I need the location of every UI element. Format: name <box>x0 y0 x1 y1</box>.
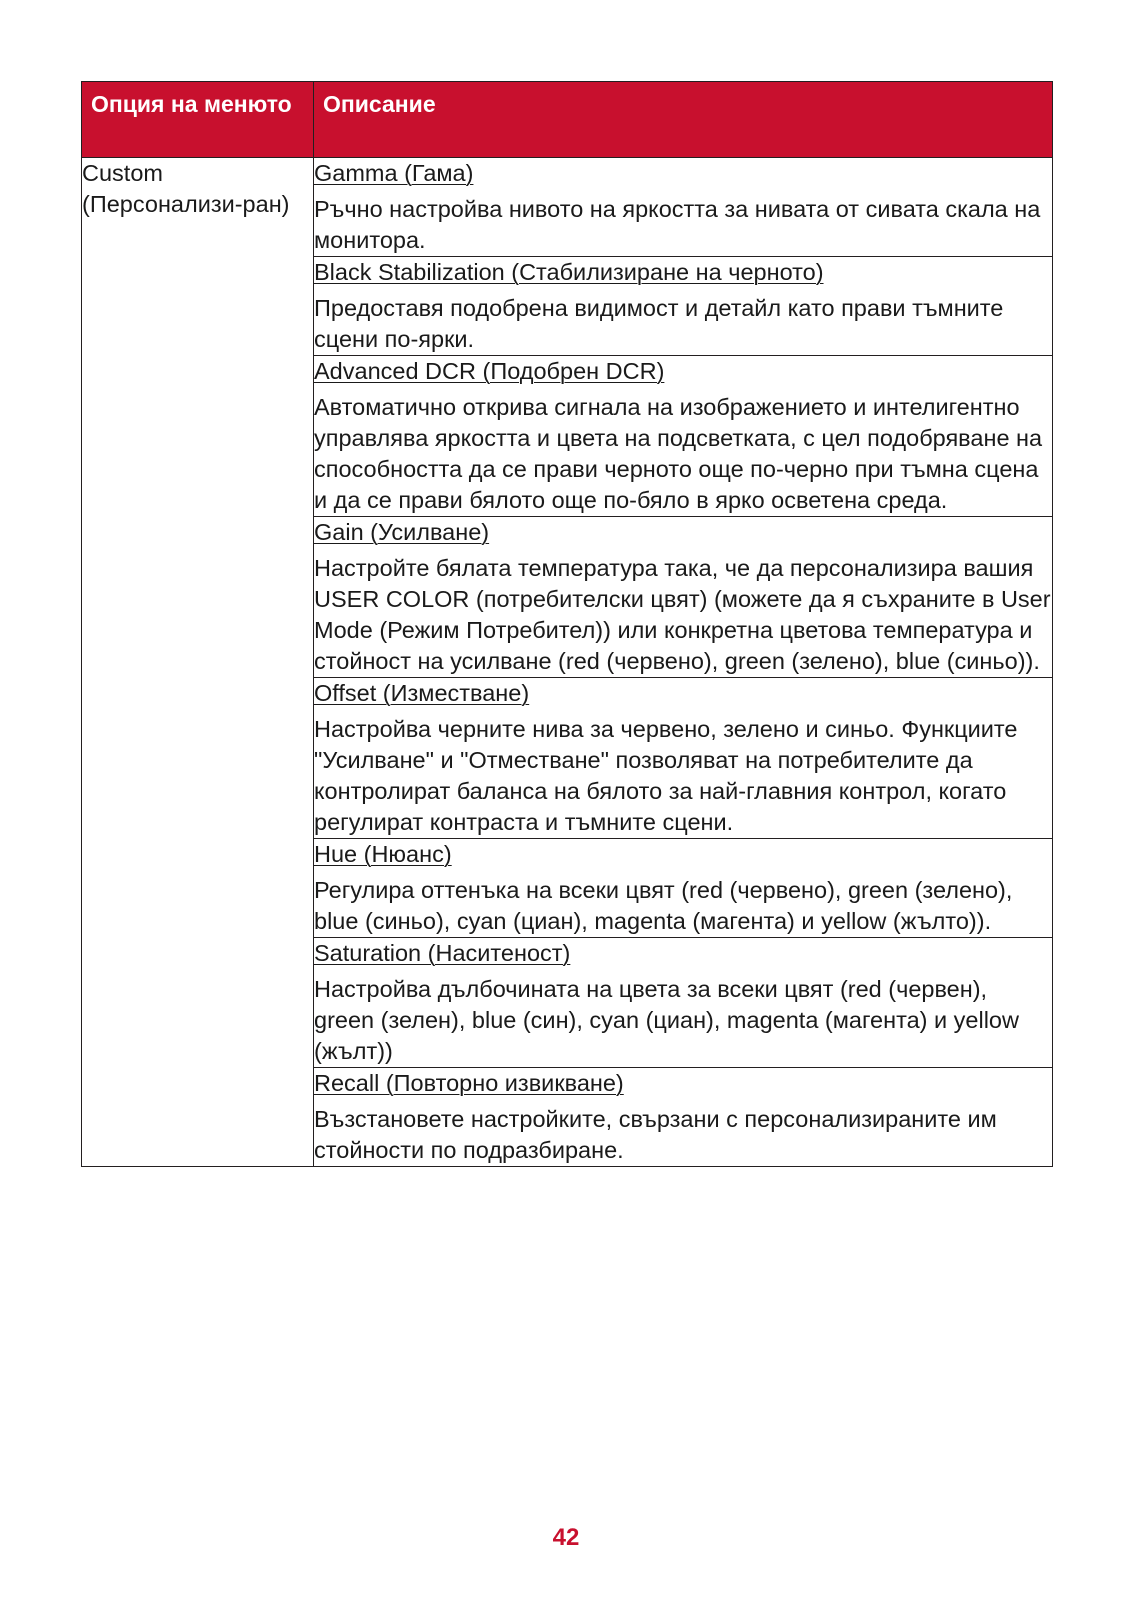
item-text-saturation: Настройва дълбочината на цвета за всеки цвят (red (червен), green (зелен), blue (син), cyan (циан), magenta (магента) и yellow (жълт)) <box>314 976 1019 1064</box>
item-text-advanced-dcr: Автоматично открива сигнала на изображението и интелигентно управлява яркостта и цвета на подсветката, с цел подобряване на способността да се прави черното още по-черно при тъмна сцена и да се прави бялото още по-бяло в ярко осветена среда. <box>314 394 1043 513</box>
description-cell-hue <box>314 839 1053 938</box>
page-number: 42 <box>552 1524 580 1551</box>
item-text-black-stabilization: Предоставя подобрена видимост и детайл като прави тъмните сцени по-ярки. <box>314 295 1004 352</box>
description-cell-gain <box>314 517 1053 678</box>
description-cell-saturation <box>314 938 1053 1068</box>
description-cell-recall <box>314 1068 1053 1167</box>
description-cell-black-stabilization <box>314 257 1053 356</box>
item-title-gamma: Gamma (Гама) <box>314 160 474 186</box>
option-cell-custom: Custom (Персонализи-ран) <box>82 158 314 1167</box>
item-text-recall: Възстановете настройките, свързани с персонализираните им стойности по подразбиране. <box>314 1106 997 1163</box>
description-cell-gamma <box>314 158 1053 257</box>
description-cell-offset <box>314 678 1053 839</box>
table-header-row <box>82 82 1053 158</box>
option-column-header: Опция на менюто <box>82 82 314 158</box>
item-text-gamma: Ръчно настройва нивото на яркостта за нивата от сивата скала на монитора. <box>314 196 1041 253</box>
item-title-offset: Offset (Изместване) <box>314 680 530 706</box>
item-title-gain: Gain (Усилване) <box>314 519 490 545</box>
item-title-recall: Recall (Повторно извикване) <box>314 1070 624 1096</box>
item-text-hue: Регулира оттенъка на всеки цвят (red (червено), green (зелено), blue (синьо), cyan (циан), magenta (магента) и yellow (жълто)). <box>314 877 1013 934</box>
item-text-gain: Настройте бялата температура така, че да персонализира вашия USER COLOR (потребителски цвят) (можете да я съхраните в User Mode (Режим Потребител)) или конкретна цветова температура и стойност на усилване (red (червено), green (зелено), blue (синьо)). <box>314 555 1051 674</box>
table-row <box>82 158 1053 257</box>
settings-table <box>81 81 1053 1167</box>
description-cell-advanced-dcr <box>314 356 1053 517</box>
item-title-saturation: Saturation (Наситеност) <box>314 940 571 966</box>
item-title-black-stabilization: Black Stabilization (Стабилизиране на черното) <box>314 259 824 285</box>
item-title-hue: Hue (Нюанс) <box>314 841 452 867</box>
item-title-advanced-dcr: Advanced DCR (Подобрен DCR) <box>314 358 665 384</box>
item-text-offset: Настройва черните нива за червено, зелено и синьо. Функциите "Усилване" и "Отместване" позволяват на потребителите да контролират баланса на бялото за най-главния контрол, когато регулират контраста и тъмните сцени. <box>314 716 1018 835</box>
description-column-header: Описание <box>314 82 1053 158</box>
